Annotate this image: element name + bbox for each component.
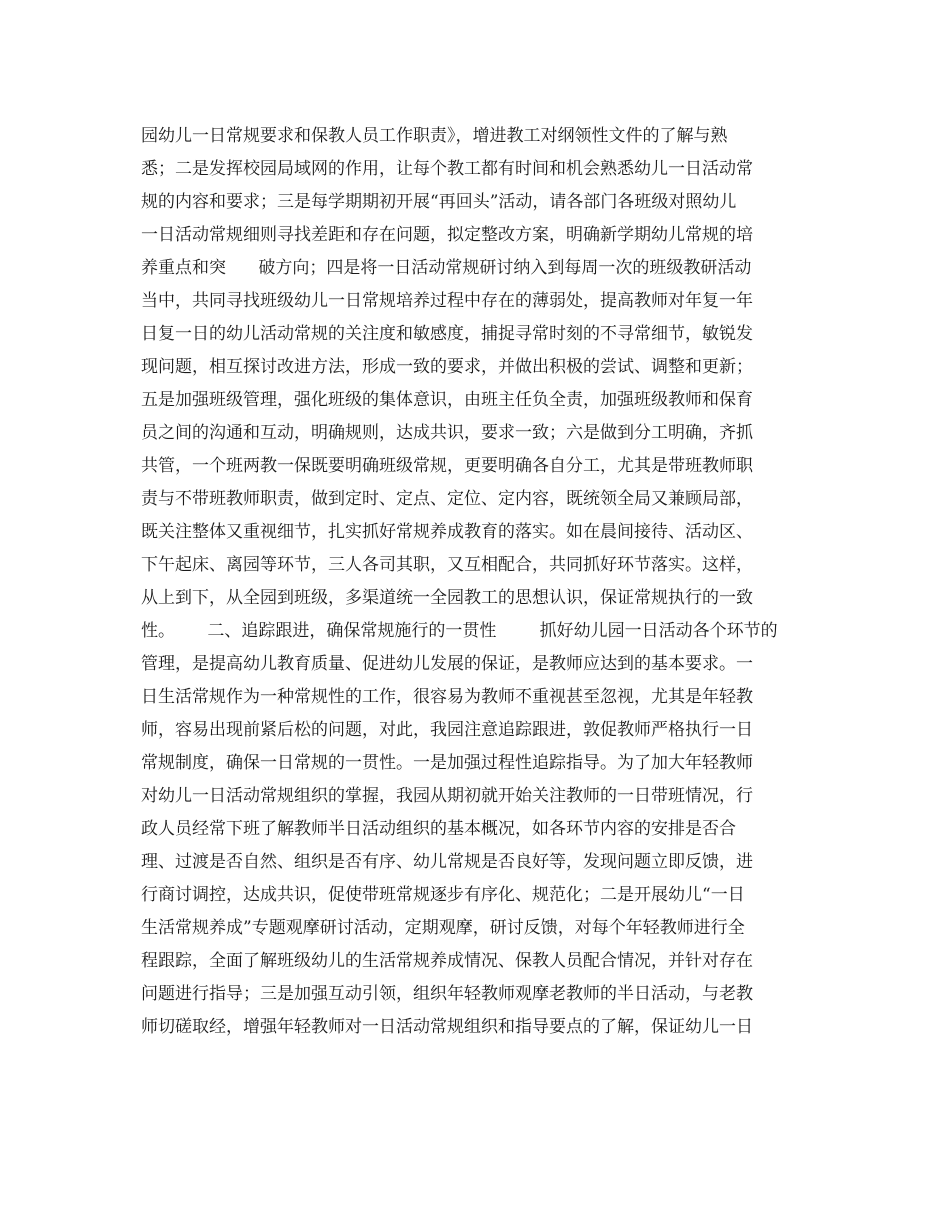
text-line: 共管，一个班两教一保既要明确班级常规，更要明确各自分工，尤其是带班教师职: [141, 456, 753, 476]
text-line: 性。 二、追踪跟进，确保常规施行的一贯性 抓好幼儿园一日活动各个环节的: [141, 621, 778, 641]
text-line: 常规制度，确保一日常规的一贯性。一是加强过程性追踪指导。为了加大年轻教师: [141, 753, 753, 773]
text-line: 园幼儿一日常规要求和保教人员工作职责》，增进教工对纲领性文件的了解与熟: [141, 126, 728, 146]
body-text: [141, 120, 801, 1044]
text-line: 程跟踪，全面了解班级幼儿的生活常规养成情况、保教人员配合情况，并针对存在: [141, 951, 753, 971]
text-line: 生活常规养成”专题观摩研讨活动，定期观摩，研讨反馈，对每个年轻教师进行全: [141, 918, 745, 938]
text-line: 一日活动常规细则寻找差距和存在问题，拟定整改方案，明确新学期幼儿常规的培: [141, 225, 753, 245]
text-line: 管理，是提高幼儿教育质量、促进幼儿发展的保证，是教师应达到的基本要求。一: [141, 654, 753, 674]
text-line: 当中，共同寻找班级幼儿一日常规培养过程中存在的薄弱处，提高教师对年复一年: [141, 291, 753, 311]
text-line: 师，容易出现前紧后松的问题，对此，我园注意追踪跟进，敦促教师严格执行一日: [141, 720, 753, 740]
text-line: 悉；二是发挥校园局域网的作用，让每个教工都有时间和机会熟悉幼儿一日活动常: [141, 159, 753, 179]
text-line: 员之间的沟通和互动，明确规则，达成共识，要求一致；六是做到分工明确，齐抓: [141, 423, 753, 443]
text-line: 养重点和突 破方向；四是将一日活动常规研讨纳入到每周一次的班级教研活动: [141, 258, 752, 278]
text-line: 责与不带班教师职责，做到定时、定点、定位、定内容，既统领全局又兼顾局部，: [141, 489, 753, 509]
text-line: 对幼儿一日活动常规组织的掌握，我园从期初就开始关注教师的一日带班情况，行: [141, 786, 753, 806]
text-line: 政人员经常下班了解教师半日活动组织的基本概况，如各环节内容的安排是否合: [141, 819, 736, 839]
text-line: 行商讨调控，达成共识，促使带班常规逐步有序化、规范化；二是开展幼儿“一日: [141, 885, 745, 905]
text-line: 下午起床、离园等环节，三人各司其职，又互相配合，共同抓好环节落实。这样，: [141, 555, 753, 575]
text-line: 师切磋取经，增强年轻教师对一日活动常规组织和指导要点的了解，保证幼儿一日: [141, 1017, 753, 1037]
text-line: 现问题，相互探讨改进方法，形成一致的要求，并做出积极的尝试、调整和更新；: [141, 357, 753, 377]
text-line: 日复一日的幼儿活动常规的关注度和敏感度，捕捉寻常时刻的不寻常细节，敏锐发: [141, 324, 753, 344]
text-line: 既关注整体又重视细节，扎实抓好常规养成教育的落实。如在晨间接待、活动区、: [141, 522, 753, 542]
text-line: 从上到下，从全园到班级，多渠道统一全园教工的思想认识，保证常规执行的一致: [141, 588, 753, 608]
text-line: 日生活常规作为一种常规性的工作，很容易为教师不重视甚至忽视，尤其是年轻教: [141, 687, 753, 707]
text-line: 问题进行指导；三是加强互动引领，组织年轻教师观摩老教师的半日活动，与老教: [141, 984, 753, 1004]
text-line: 五是加强班级管理，强化班级的集体意识，由班主任负全责，加强班级教师和保育: [141, 390, 753, 410]
text-line: 规的内容和要求；三是每学期期初开展“再回头”活动，请各部门各班级对照幼儿: [141, 192, 737, 212]
text-line: 理、过渡是否自然、组织是否有序、幼儿常规是否良好等，发现问题立即反馈，进: [141, 852, 753, 872]
